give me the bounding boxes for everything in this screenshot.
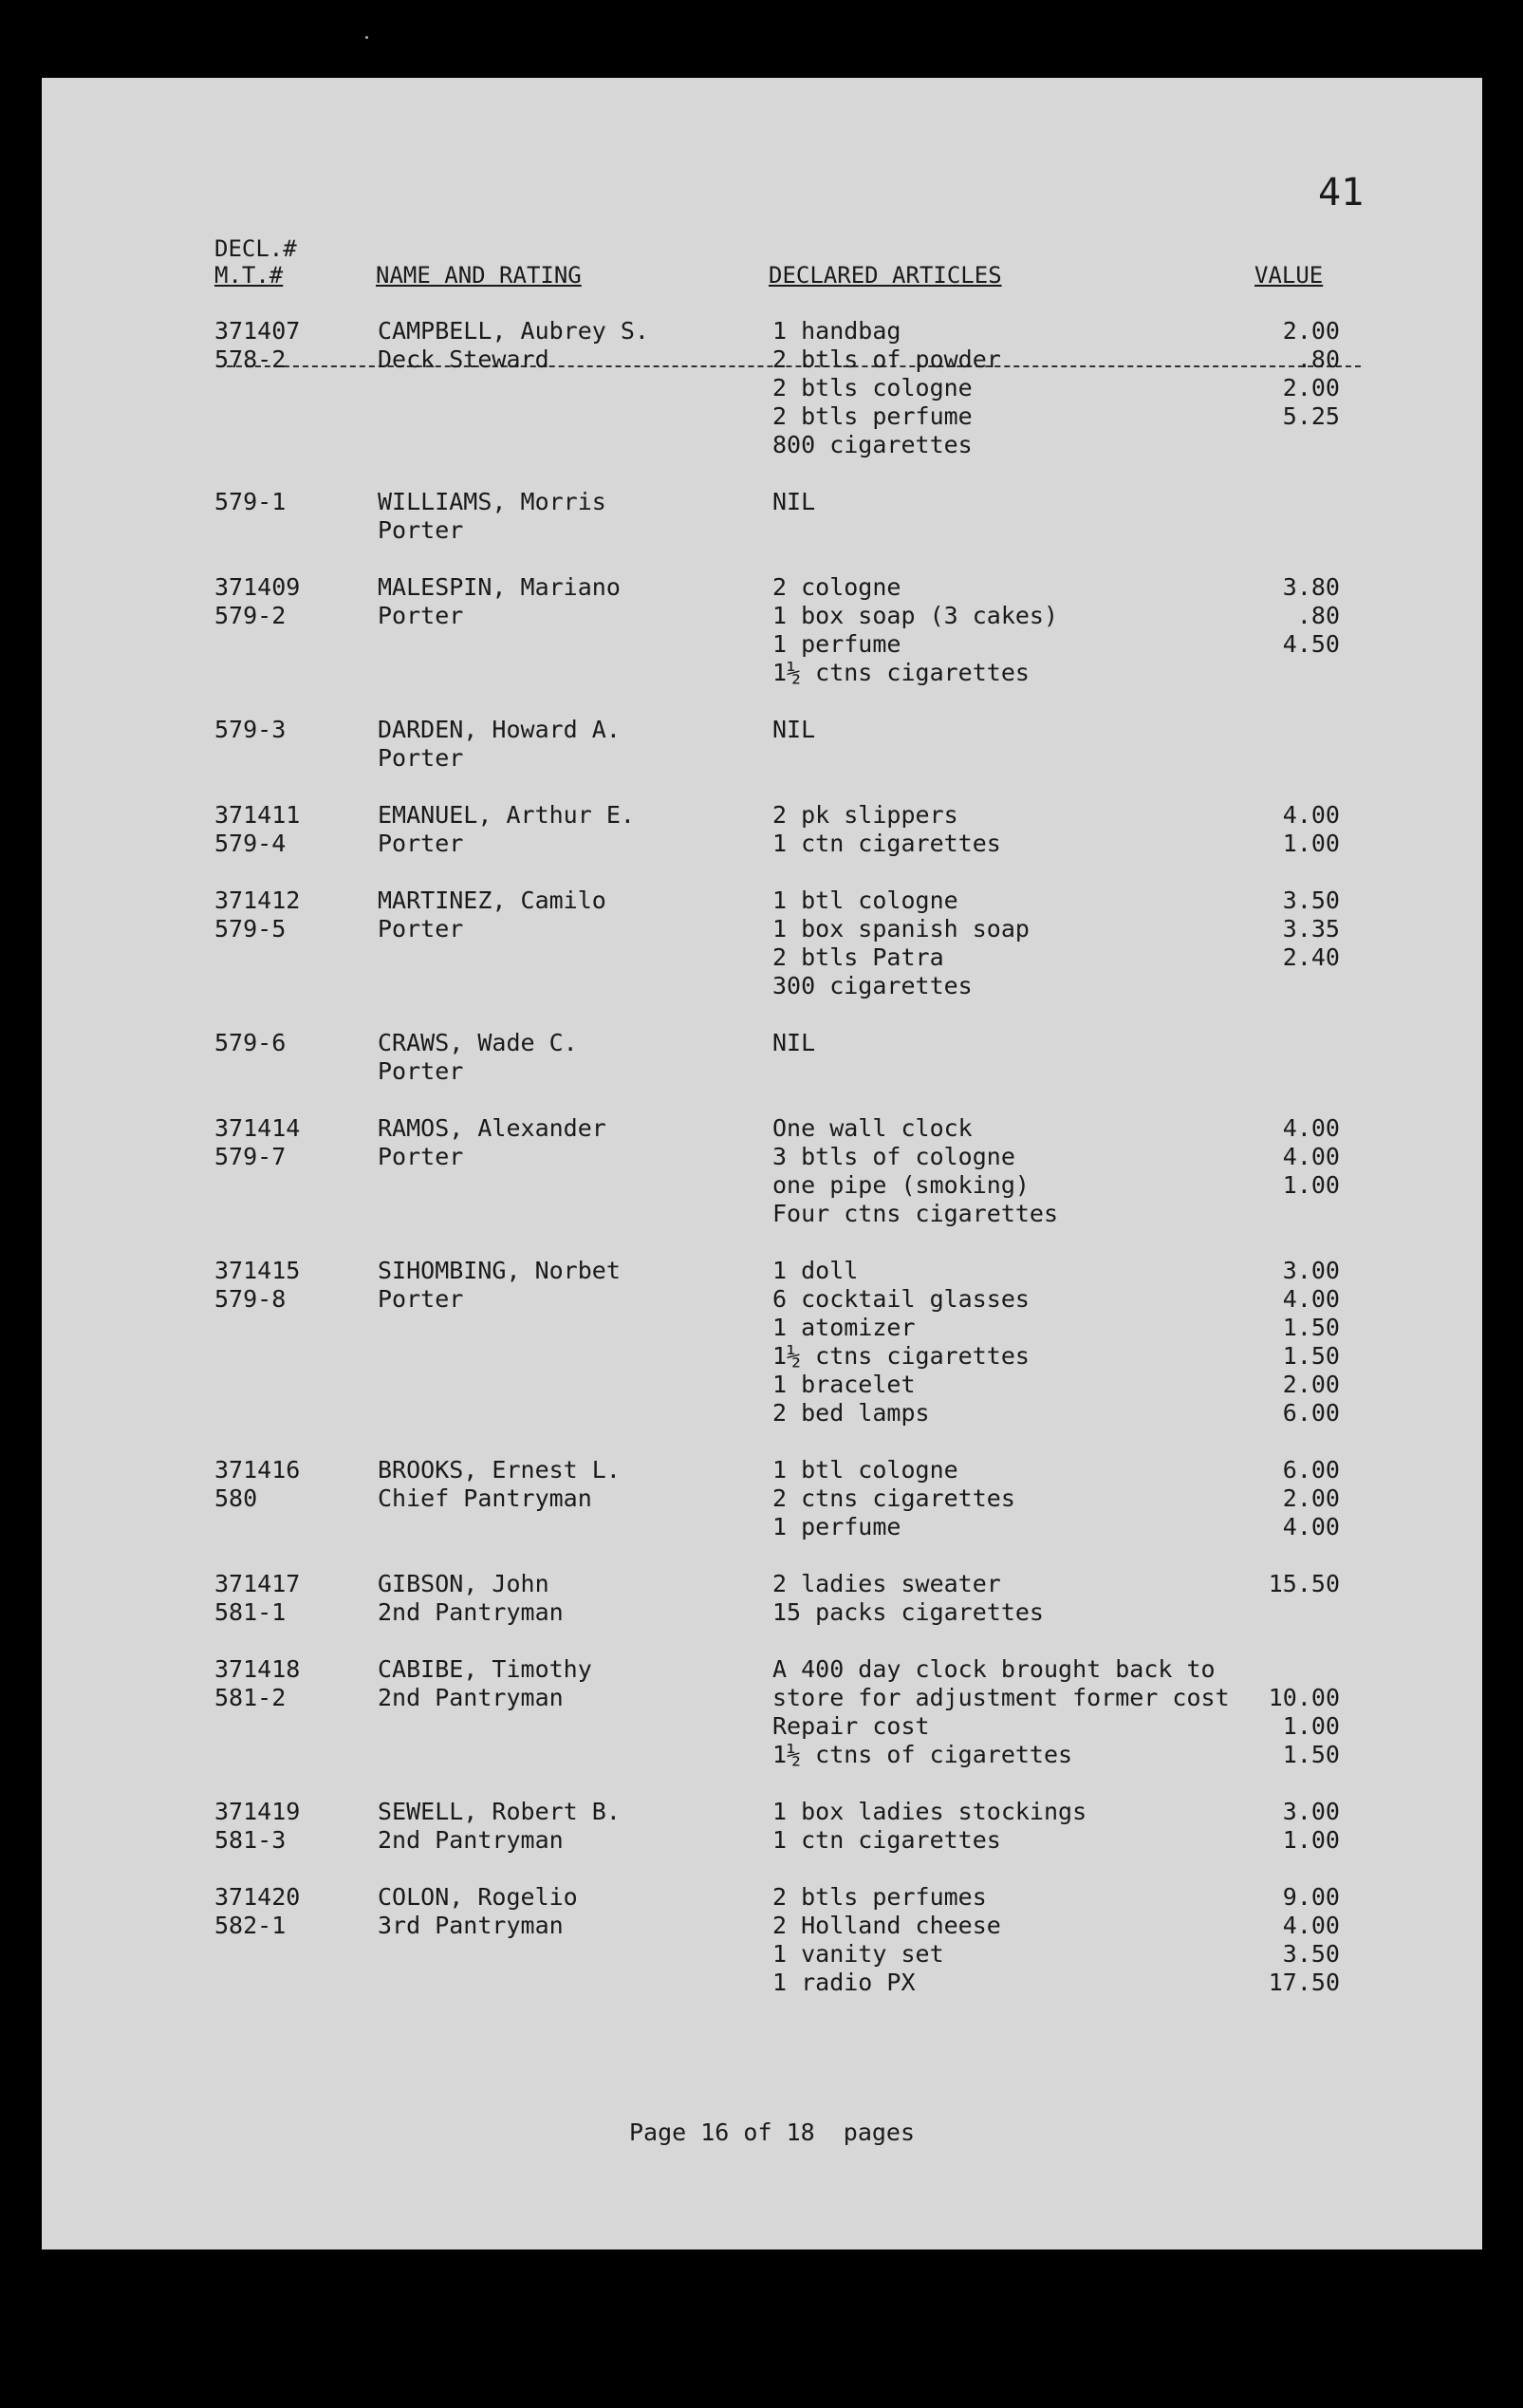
declaration-number: 580 <box>214 1484 258 1512</box>
declared-article: NIL <box>772 716 816 743</box>
declared-article: One wall clock <box>772 1114 973 1142</box>
declared-article: 1 box soap (3 cakes) <box>772 602 1059 629</box>
speck <box>365 36 368 39</box>
declared-article: 2 ctns cigarettes <box>772 1484 1015 1512</box>
declaration-number: 579-1 <box>214 488 287 515</box>
crew-name: SIHOMBING, Norbet <box>378 1257 621 1284</box>
declared-article: 1 doll <box>772 1257 859 1284</box>
declaration-number: 579-7 <box>214 1143 287 1170</box>
document-page <box>42 78 1482 2249</box>
declaration-number: 371415 <box>214 1257 301 1284</box>
header-decl: DECL.# <box>214 235 297 262</box>
declaration-number: 371414 <box>214 1114 301 1142</box>
declaration-number: 579-4 <box>214 830 287 857</box>
crew-name: MARTINEZ, Camilo <box>378 887 606 914</box>
declaration-number: 371411 <box>214 801 301 829</box>
declared-article: 1 ctn cigarettes <box>772 830 1001 857</box>
declaration-number: 582-1 <box>214 1912 287 1939</box>
declared-article: 800 cigarettes <box>772 431 973 458</box>
declaration-number: 579-3 <box>214 716 287 743</box>
declaration-number: 371420 <box>214 1883 301 1911</box>
declared-article: 1 btl cologne <box>772 887 958 914</box>
article-value: 17.50 <box>1268 1969 1340 1996</box>
declared-article: 2 pk slippers <box>772 801 958 829</box>
declaration-number: 371412 <box>214 887 301 914</box>
declared-article: 1 perfume <box>772 630 901 658</box>
declared-article: store for adjustment former cost <box>772 1684 1230 1711</box>
article-value: 6.00 <box>1282 1399 1340 1427</box>
declared-article: 1 radio PX <box>772 1969 916 1996</box>
article-value: 1.50 <box>1282 1342 1340 1370</box>
article-value: 3.80 <box>1282 573 1340 601</box>
crew-name: SEWELL, Robert B. <box>378 1798 621 1825</box>
article-value: 4.00 <box>1282 1143 1340 1170</box>
article-value: 5.25 <box>1282 402 1340 430</box>
declared-article: Repair cost <box>772 1712 930 1740</box>
declared-article: 1 bracelet <box>772 1371 916 1398</box>
crew-rating: 2nd Pantryman <box>378 1684 564 1711</box>
header-mt: M.T.# <box>214 262 284 289</box>
crew-rating: Porter <box>378 1143 464 1170</box>
crew-rating: Chief Pantryman <box>378 1484 592 1512</box>
declared-article: 1 box ladies stockings <box>772 1798 1087 1825</box>
page-footer: Page 16 of 18 pages <box>629 2119 916 2146</box>
crew-rating: Porter <box>378 1285 464 1313</box>
article-value: 4.50 <box>1282 630 1340 658</box>
article-value: 3.00 <box>1282 1798 1340 1825</box>
declaration-number: 581-2 <box>214 1684 287 1711</box>
page-number: 41 <box>1318 171 1365 215</box>
declaration-number: 581-1 <box>214 1598 287 1626</box>
declaration-number: 579-5 <box>214 915 287 943</box>
crew-name: BROOKS, Ernest L. <box>378 1456 621 1484</box>
declared-article: 300 cigarettes <box>772 972 973 999</box>
article-value: 4.00 <box>1282 1114 1340 1142</box>
declared-article: 6 cocktail glasses <box>772 1285 1030 1313</box>
declared-article: 1½ ctns of cigarettes <box>772 1741 1073 1768</box>
crew-name: DARDEN, Howard A. <box>378 716 621 743</box>
article-value: 1.00 <box>1282 1826 1340 1854</box>
declared-article: NIL <box>772 488 816 515</box>
declared-article: A 400 day clock brought back to <box>772 1655 1216 1683</box>
crew-name: CABIBE, Timothy <box>378 1655 592 1683</box>
declaration-number: 581-3 <box>214 1826 287 1854</box>
crew-name: GIBSON, John <box>378 1570 549 1597</box>
header-value: VALUE <box>1254 262 1324 289</box>
crew-rating: Porter <box>378 830 464 857</box>
declaration-number: 371418 <box>214 1655 301 1683</box>
declared-article: 1 vanity set <box>772 1940 944 1968</box>
article-value: 1.00 <box>1282 830 1340 857</box>
declared-article: 2 btls Patra <box>772 943 944 971</box>
crew-rating: Porter <box>378 516 464 544</box>
crew-rating: Deck Steward <box>378 345 549 373</box>
article-value: 15.50 <box>1268 1570 1340 1597</box>
declaration-number: 371419 <box>214 1798 301 1825</box>
crew-rating: 2nd Pantryman <box>378 1598 564 1626</box>
crew-rating: Porter <box>378 1057 464 1085</box>
header-name-rating: NAME AND RATING <box>376 262 582 289</box>
article-value: 4.00 <box>1282 1912 1340 1939</box>
article-value: 9.00 <box>1282 1883 1340 1911</box>
article-value: 2.00 <box>1282 374 1340 401</box>
declared-article: 1 handbag <box>772 317 901 345</box>
declaration-number: 579-6 <box>214 1029 287 1056</box>
crew-name: RAMOS, Alexander <box>378 1114 606 1142</box>
article-value: 2.00 <box>1282 1371 1340 1398</box>
declared-article: 2 Holland cheese <box>772 1912 1001 1939</box>
crew-rating: 2nd Pantryman <box>378 1826 564 1854</box>
declared-article: 1 btl cologne <box>772 1456 958 1484</box>
article-value: .80 <box>1296 345 1340 373</box>
crew-rating: 3rd Pantryman <box>378 1912 564 1939</box>
declared-article: Four ctns cigarettes <box>772 1200 1059 1227</box>
declared-article: 2 btls of powder <box>772 345 1001 373</box>
declared-article: 1 box spanish soap <box>772 915 1030 943</box>
crew-name: CRAWS, Wade C. <box>378 1029 578 1056</box>
declaration-number: 371416 <box>214 1456 301 1484</box>
article-value: 3.35 <box>1282 915 1340 943</box>
crew-name: COLON, Rogelio <box>378 1883 578 1911</box>
declaration-number: 371407 <box>214 317 301 345</box>
declaration-number: 578-2 <box>214 345 287 373</box>
article-value: 3.50 <box>1282 1940 1340 1968</box>
declared-article: 2 bed lamps <box>772 1399 930 1427</box>
article-value: 1.00 <box>1282 1712 1340 1740</box>
article-value: 1.50 <box>1282 1314 1340 1341</box>
declaration-number: 371409 <box>214 573 301 601</box>
declared-article: 1½ ctns cigarettes <box>772 659 1030 686</box>
article-value: 4.00 <box>1282 1285 1340 1313</box>
declaration-number: 371417 <box>214 1570 301 1597</box>
article-value: 4.00 <box>1282 1513 1340 1540</box>
declared-article: 15 packs cigarettes <box>772 1598 1044 1626</box>
article-value: 2.00 <box>1282 317 1340 345</box>
declared-article: one pipe (smoking) <box>772 1171 1030 1199</box>
article-value: 4.00 <box>1282 801 1340 829</box>
article-value: .80 <box>1296 602 1340 629</box>
declared-article: 1 perfume <box>772 1513 901 1540</box>
article-value: 2.00 <box>1282 1484 1340 1512</box>
declared-article: 1 ctn cigarettes <box>772 1826 1001 1854</box>
declared-article: 1 atomizer <box>772 1314 916 1341</box>
article-value: 1.50 <box>1282 1741 1340 1768</box>
crew-rating: Porter <box>378 744 464 772</box>
declaration-number: 579-2 <box>214 602 287 629</box>
article-value: 10.00 <box>1268 1684 1340 1711</box>
article-value: 1.00 <box>1282 1171 1340 1199</box>
declaration-number: 579-8 <box>214 1285 287 1313</box>
declared-article: 2 btls perfumes <box>772 1883 987 1911</box>
declared-article: 2 btls perfume <box>772 402 973 430</box>
crew-name: WILLIAMS, Morris <box>378 488 606 515</box>
article-value: 2.40 <box>1282 943 1340 971</box>
declared-article: 1½ ctns cigarettes <box>772 1342 1030 1370</box>
declared-article: 2 cologne <box>772 573 901 601</box>
crew-name: CAMPBELL, Aubrey S. <box>378 317 649 345</box>
crew-name: MALESPIN, Mariano <box>378 573 621 601</box>
header-declared-articles: DECLARED ARTICLES <box>769 262 1002 289</box>
declared-article: 3 btls of cologne <box>772 1143 1015 1170</box>
declared-article: NIL <box>772 1029 816 1056</box>
article-value: 6.00 <box>1282 1456 1340 1484</box>
article-value: 3.00 <box>1282 1257 1340 1284</box>
declared-article: 2 btls cologne <box>772 374 973 401</box>
crew-rating: Porter <box>378 602 464 629</box>
crew-rating: Porter <box>378 915 464 943</box>
declared-article: 2 ladies sweater <box>772 1570 1001 1597</box>
article-value: 3.50 <box>1282 887 1340 914</box>
crew-name: EMANUEL, Arthur E. <box>378 801 635 829</box>
